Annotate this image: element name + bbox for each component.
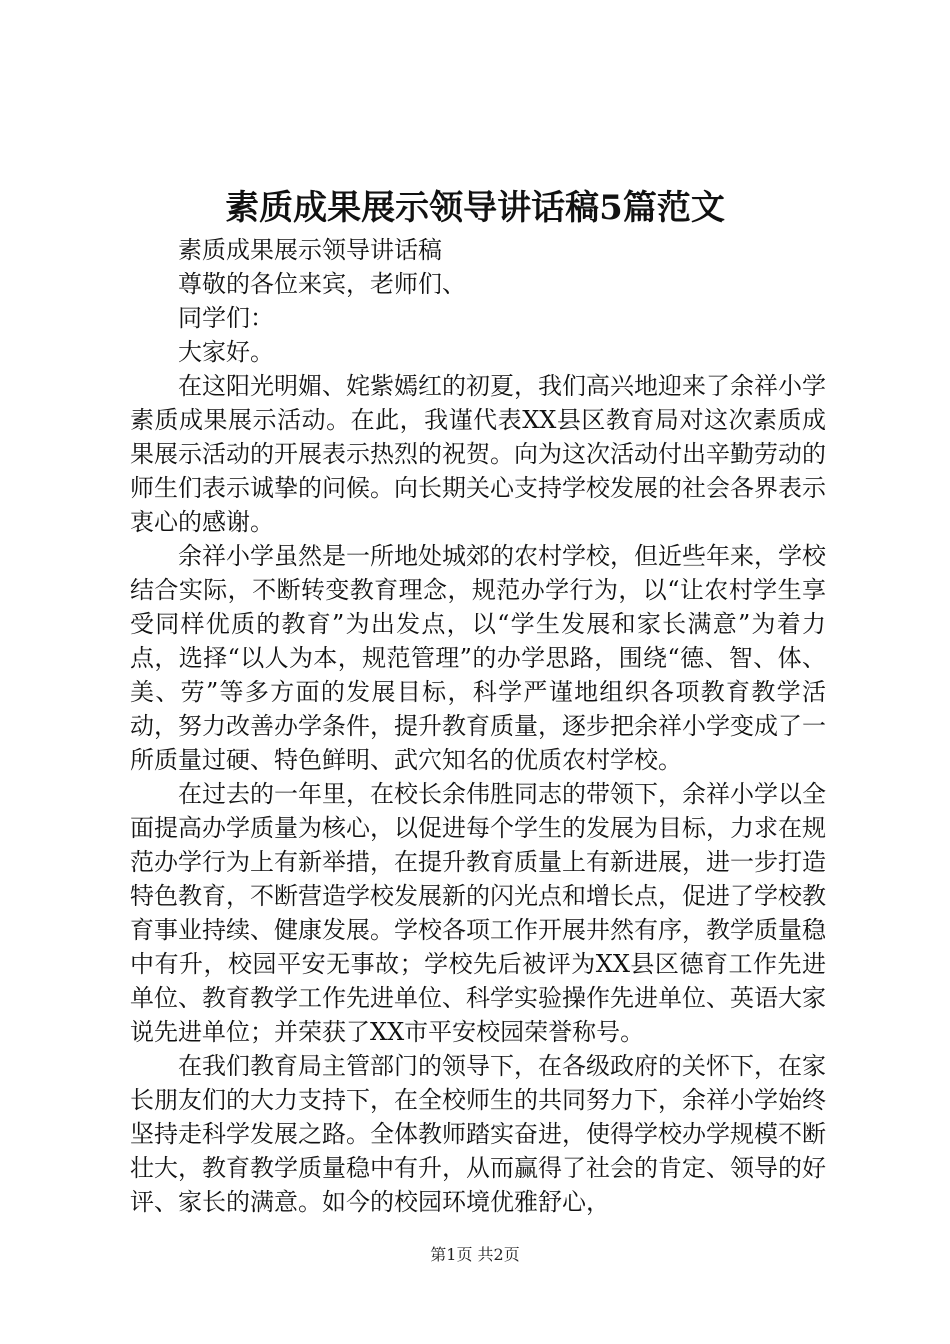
salutation-line-continued: 同学们： — [178, 304, 274, 332]
page-footer: 第1页 共2页 — [430, 1245, 520, 1264]
document-body — [130, 233, 826, 1219]
greeting-line: 大家好。 — [178, 338, 274, 366]
subtitle-line: 素质成果展示领导讲话稿 — [178, 236, 442, 264]
paragraph: 在这阳光明媚、姹紫嫣红的初夏，我们高兴地迎来了余祥小学素质成果展示活动。在此，我谨代表XX县区教育局对这次素质成果展示活动的开展表示热烈的祝贺。向为这次活动付出辛勤劳动的师生们表示诚挚的问候。向长期关心支持学校发展的社会各界表示衷心的感谢。 — [130, 372, 826, 536]
paragraph: 在过去的一年里，在校长余伟胜同志的带领下，余祥小学以全面提高办学质量为核心，以促进每个学生的发展为目标，力求在规范办学行为上有新举措，在提升教育质量上有新进展，进一步打造特色教育，不断营造学校发展新的闪光点和增长点，促进了学校教育事业持续、健康发展。学校各项工作开展井然有序，教学质量稳中有升，校园平安无事故；学校先后被评为XX县区德育工作先进单位、教育教学工作先进单位、科学实验操作先进单位、英语大家说先进单位；并荣获了XX市平安校园荣誉称号。 — [130, 780, 826, 1046]
salutation-line: 尊敬的各位来宾，老师们、 — [178, 270, 466, 298]
paragraph: 余祥小学虽然是一所地处城郊的农村学校，但近些年来，学校结合实际，不断转变教育理念，规范办学行为，以“让农村学生享受同样优质的教育”为出发点，以“学生发展和家长满意”为着力点，选择“以人为本，规范管理”的办学思路，围绕“德、智、体、美、劳”等多方面的发展目标，科学严谨地组织各项教育教学活动，努力改善办学条件，提升教育质量，逐步把余祥小学变成了一所质量过硬、特色鲜明、武穴知名的优质农村学校。 — [130, 542, 826, 774]
paragraph: 在我们教育局主管部门的领导下，在各级政府的关怀下，在家长朋友们的大力支持下，在全校师生的共同努力下，余祥小学始终坚持走科学发展之路。全体教师踏实奋进，使得学校办学规模不断壮大，教育教学质量稳中有升，从而赢得了社会的肯定、领导的好评、家长的满意。如今的校园环境优雅舒心， — [130, 1052, 826, 1216]
document-title: 素质成果展示领导讲话稿5篇范文 — [225, 188, 725, 228]
